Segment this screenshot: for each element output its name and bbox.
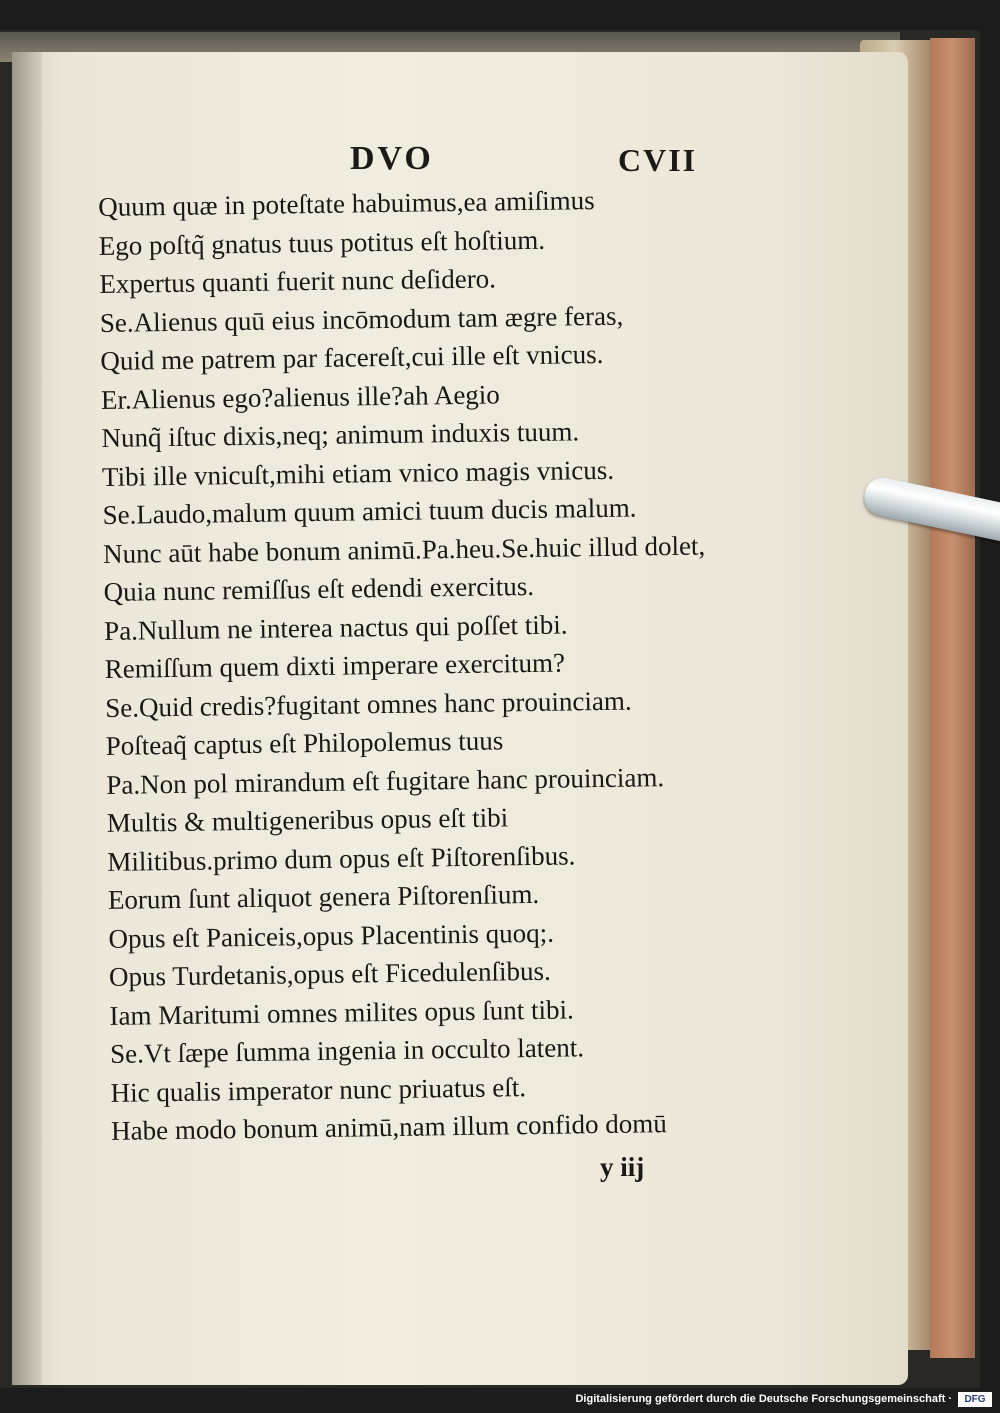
text-line: Quid me patrem par facereſt,cui ille eſt vnicus. — [100, 338, 604, 376]
text-line: Militibus.primo dum opus eſt Piſtorenſibus. — [107, 839, 576, 877]
dfg-logo: DFG — [958, 1392, 992, 1407]
text-line: Opus eſt Paniceis,opus Placentinis quoq;. — [108, 917, 555, 954]
text-line: Hic qualis imperator nunc priuatus eſt. — [110, 1071, 527, 1108]
text-line: Se.Alienus quū eius incōmodum tam ægre feras, — [99, 300, 624, 338]
text-line: Nunc aūt habe bonum animū.Pa.heu.Se.huic illud dolet, — [102, 530, 706, 569]
text-line: Iam Maritumi omnes milites opus ſunt tibi. — [109, 993, 574, 1031]
text-line: Poſteaq̃ captus eſt Philopolemus tuus — [105, 725, 504, 761]
text-line: Expertus quanti fuerit nunc deſidero. — [99, 263, 497, 299]
folio-number: CVII — [618, 142, 698, 178]
text-line: Er.Alienus ego?alienus ille?ah Aegio — [100, 378, 501, 415]
text-line: Ego poſtq̃ gnatus tuus potitus eſt hoſtium. — [98, 224, 546, 261]
text-block — [98, 178, 801, 1150]
text-line: Pa.Non pol mirandum eſt fugitare hanc prouinciam. — [106, 761, 665, 800]
text-line: Remiſſum quem dixti imperare exercitum? — [104, 647, 566, 684]
signature-mark: y iij — [600, 1152, 645, 1182]
text-line: Se.Quid credis?fugitant omnes hanc prouinciam. — [105, 685, 632, 723]
text-line: Se.Vt ſæpe ſumma ingenia in occulto latent. — [109, 1032, 585, 1069]
text-line: Quia nunc remiſſus eſt edendi exercitus. — [103, 570, 535, 607]
text-line: Multis & multigeneribus opus eſt tibi — [106, 802, 509, 838]
text-line: Opus Turdetanis,opus eſt Ficedulenſibus. — [108, 955, 551, 992]
text-line: Habe modo bonum animū,nam illum confido domū — [110, 1108, 668, 1146]
text-line: Se.Laudo,malum quum amici tuum ducis malum. — [102, 492, 637, 530]
page-gutter — [12, 52, 42, 1385]
text-line: Pa.Nullum ne interea nactus qui poſſet tibi. — [103, 608, 568, 646]
running-head: DVO — [350, 140, 434, 177]
funding-credit: Digitalisierung gefördert durch die Deutsche Forschungsgemeinschaft · — [575, 1393, 952, 1405]
text-line: Eorum ſunt aliquot genera Piſtorenſium. — [107, 878, 540, 915]
cover-edge — [930, 38, 975, 1358]
text-line: Quum quæ in poteſtate habuimus,ea amiſimus — [98, 185, 595, 222]
text-line: Nunq̃ iſtuc dixis,neq; animum induxis tuum. — [101, 416, 580, 453]
text-line: Tibi ille vnicuſt,mihi etiam vnico magis vnicus. — [101, 454, 615, 492]
